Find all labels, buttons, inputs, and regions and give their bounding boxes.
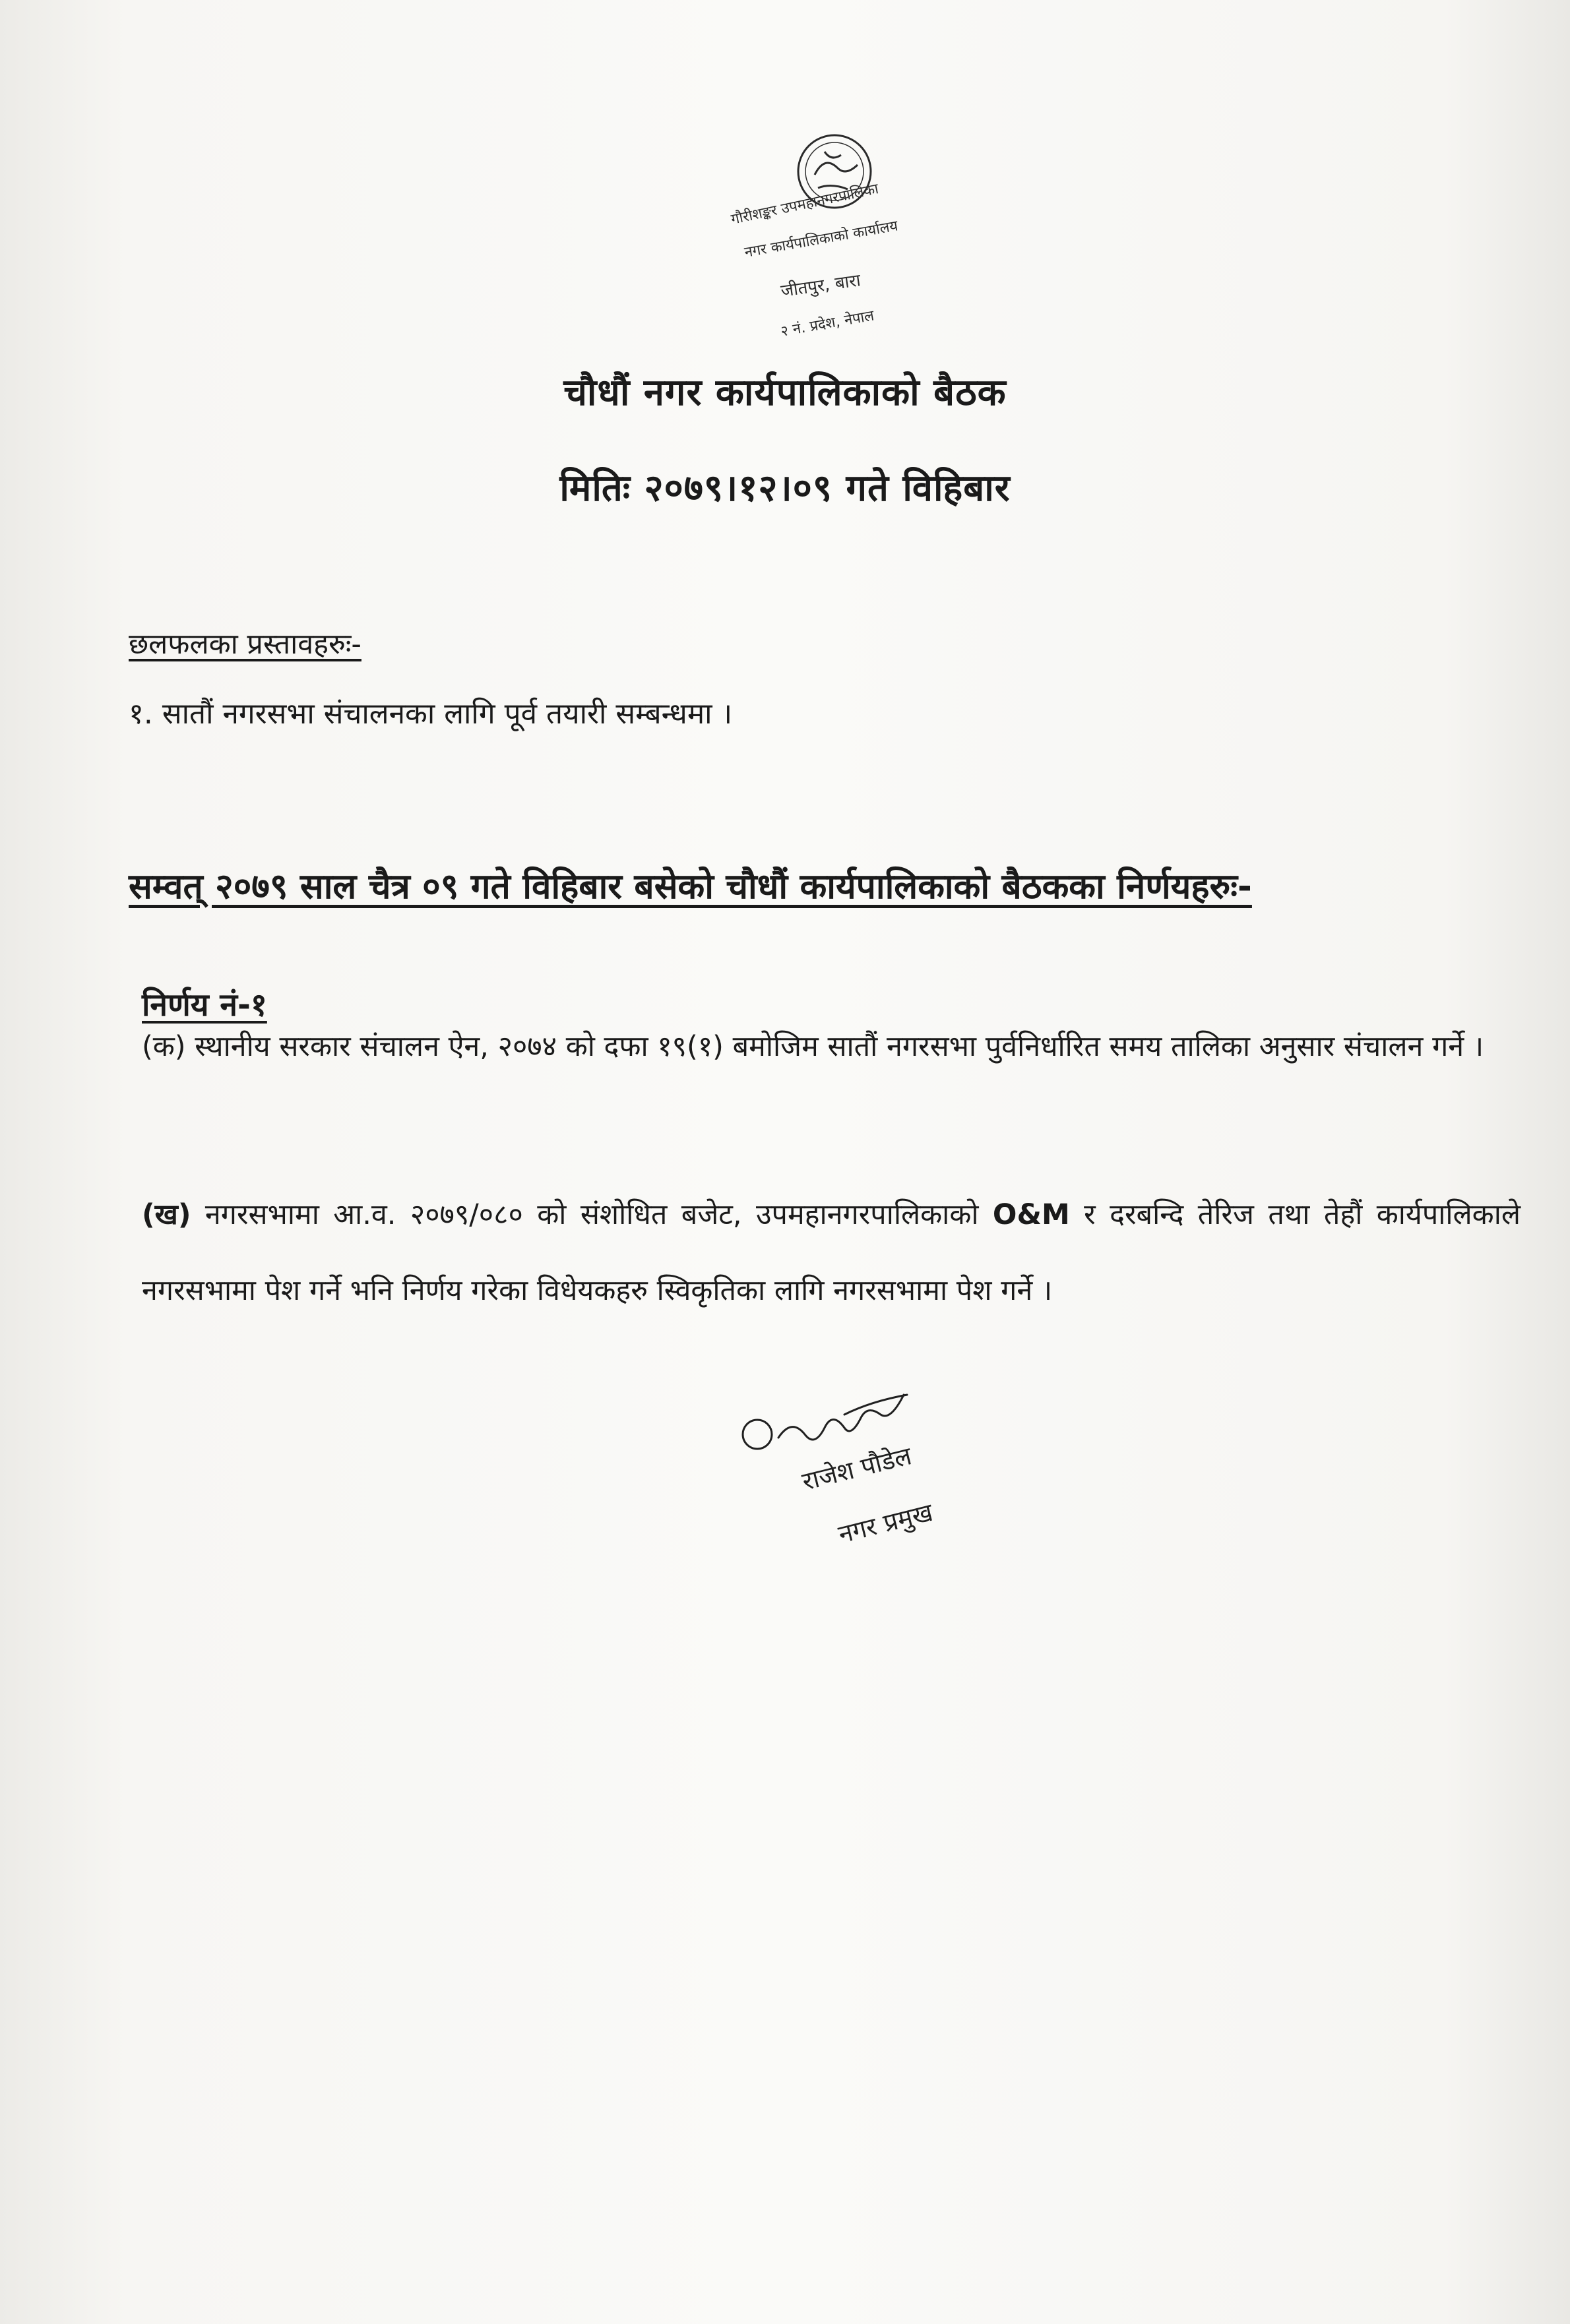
meeting-title: चौधौं नगर कार्यपालिकाको बैठक [563,371,1007,414]
seal-text-3: जीतपुर, बारा [779,270,862,301]
meeting-date: मितिः २०७९।१२।०९ गते विहिबार [559,467,1011,510]
signature-role: नगर प्रमुख [835,1497,936,1549]
seal-text-2: नगर कार्यपालिकाको कार्यालय [743,218,900,261]
signature-name: राजेश पौडेल [799,1441,915,1496]
decision-kha-label: (ख) [142,1198,191,1231]
proposals-heading: छलफलका प्रस्तावहरुः- [129,628,361,661]
decision-kha-text-2: र दरबन्दि तेरिज तथा तेहौं कार्यपालिकाले नगरसभामा पेश गर्ने भनि निर्णय गरेका विधेयकहरु स्विकृतिका लागि नगरसभामा पेश गर्ने । [142,1198,1521,1307]
decision-ka-paragraph [142,1009,1521,1085]
decision-number: निर्णय नं-१ [142,987,267,1024]
decision-ka-label: (क) [142,1030,186,1063]
seal-text-4: २ नं. प्रदेश, नेपाल [779,307,875,340]
proposal-item: १. सातौं नगरसभा संचालनका लागि पूर्व तयारी सम्बन्धमा । [129,697,733,731]
municipal-seal-stamp [719,125,937,363]
seal-text-1: गौरीशङ्कर उपमहानगरपालिका [730,181,881,228]
decisions-heading: सम्वत् २०७९ साल चैत्र ०९ गते विहिबार बसेको चौधौं कार्यपालिकाको बैठकका निर्णयहरुः- [129,867,1252,907]
decision-kha-text-1: नगरसभामा आ.व. २०७९/०८० को संशोधित बजेट, उपमहानगरपालिकाको [204,1198,993,1231]
decision-kha-om: O&M [992,1198,1070,1231]
decision-ka-text: स्थानीय सरकार संचालन ऐन, २०७४ को दफा १९(१) बमोजिम सातौं नगरसभा पुर्वनिर्धारित समय तालिका अनुसार संचालन गर्ने । [195,1030,1484,1063]
signature-stamp [726,1385,1029,1556]
decision-kha-paragraph [142,1177,1521,1329]
